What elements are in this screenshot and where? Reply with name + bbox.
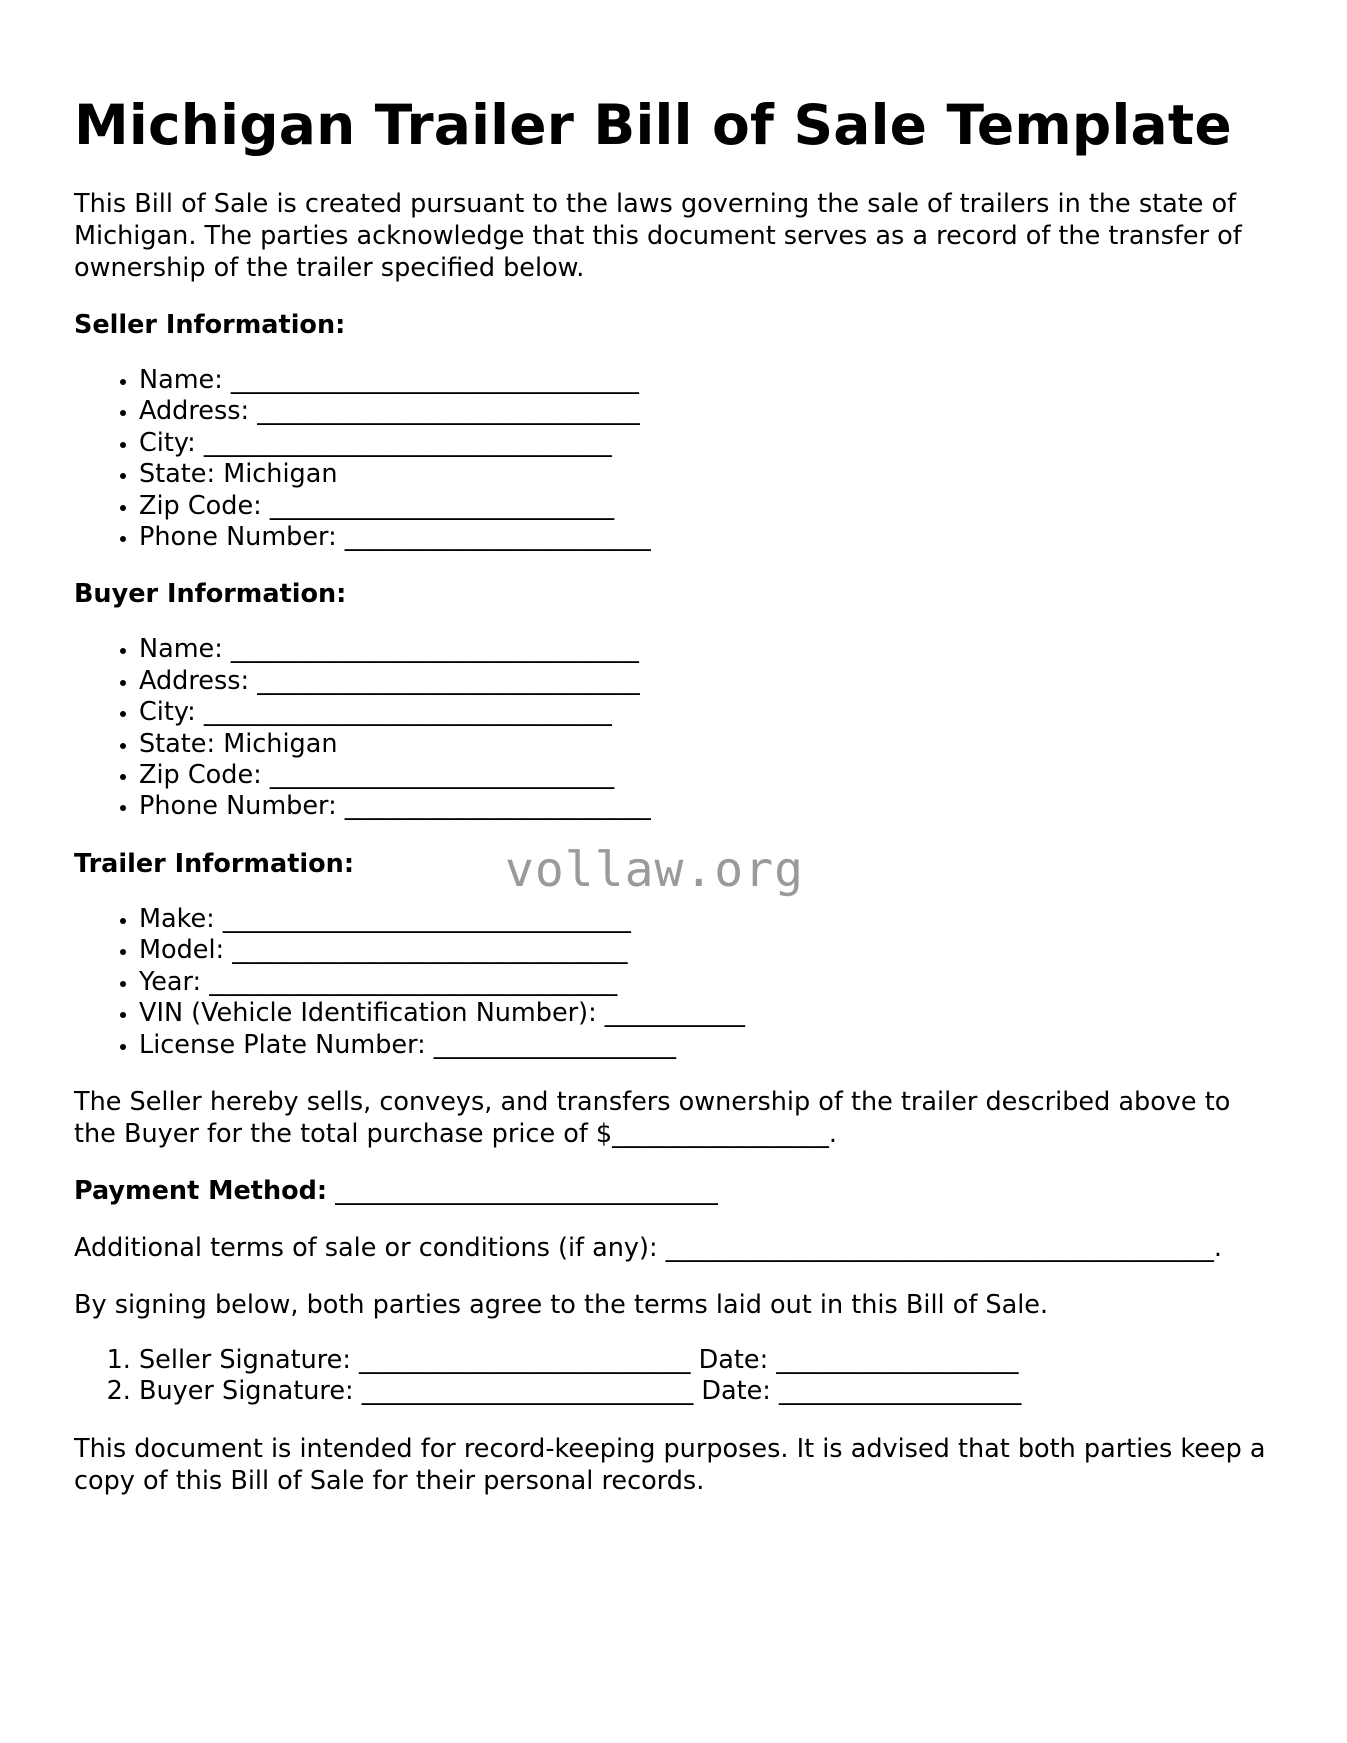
seller-city-field: • City: ________________________________ [139,428,1274,459]
buyer-zip-field: • Zip Code: ___________________________ [139,760,1274,791]
signing-intro: By signing below, both parties agree to the terms laid out in this Bill of Sale. [74,1289,1049,1320]
payment-method-line [74,1175,1274,1207]
trailer-heading: Trailer Information: [74,848,355,879]
document-page [74,92,1274,1497]
intro-paragraph: This Bill of Sale is created pursuant to the laws governing the sale of trailers in the state of Michigan. The parties acknowledge that this document serves as a record of the transfer of ownership of the trailer specified below. [74,189,1242,283]
seller-zip-field: • Zip Code: ___________________________ [139,491,1274,522]
watermark: vollaw.org [505,842,804,898]
payment-method-label: Payment Method: [74,1175,328,1206]
seller-heading: Seller Information: [74,310,346,340]
trailer-plate-field: • License Plate Number: ___________________ [139,1030,1274,1061]
additional-terms: Additional terms of sale or conditions (if any): ___________________________________________. [74,1232,1223,1263]
buyer-name-field: • Name: ________________________________ [139,634,1274,665]
seller-signature-line: 1. Seller Signature: __________________________ Date: ___________________ [139,1345,1274,1376]
seller-name-field: • Name: ________________________________ [139,365,1274,396]
buyer-address-field: • Address: ______________________________ [139,666,1274,697]
page-title: Michigan Trailer Bill of Sale Template [74,93,1232,157]
seller-phone-field: • Phone Number: ________________________ [139,522,1274,553]
seller-list [74,365,1274,553]
buyer-signature-line: 2. Buyer Signature: __________________________ Date: ___________________ [139,1376,1274,1407]
sale-statement: The Seller hereby sells, conveys, and transfers ownership of the trailer described above to the Buyer for the total purchase price of $_________________. [74,1086,1231,1149]
buyer-list [74,634,1274,822]
signature-list [74,1345,1274,1408]
trailer-year-field: • Year: ________________________________ [139,967,1274,998]
buyer-state-field: • State: Michigan [139,729,1274,760]
seller-address-field: • Address: ______________________________ [139,396,1274,427]
buyer-city-field: • City: ________________________________ [139,697,1274,728]
trailer-vin-field: • VIN (Vehicle Identification Number): ___________ [139,998,1274,1029]
trailer-list [74,904,1274,1061]
closing-paragraph: This document is intended for record-keeping purposes. It is advised that both parties keep a copy of this Bill of Sale for their personal records. [74,1433,1266,1496]
trailer-model-field: • Model: _______________________________ [139,935,1274,966]
buyer-phone-field: • Phone Number: ________________________ [139,791,1274,822]
buyer-heading: Buyer Information: [74,579,347,610]
seller-state-field: • State: Michigan [139,459,1274,490]
trailer-make-field: • Make: ________________________________ [139,904,1274,935]
payment-method-blank: ______________________________ [335,1175,718,1206]
